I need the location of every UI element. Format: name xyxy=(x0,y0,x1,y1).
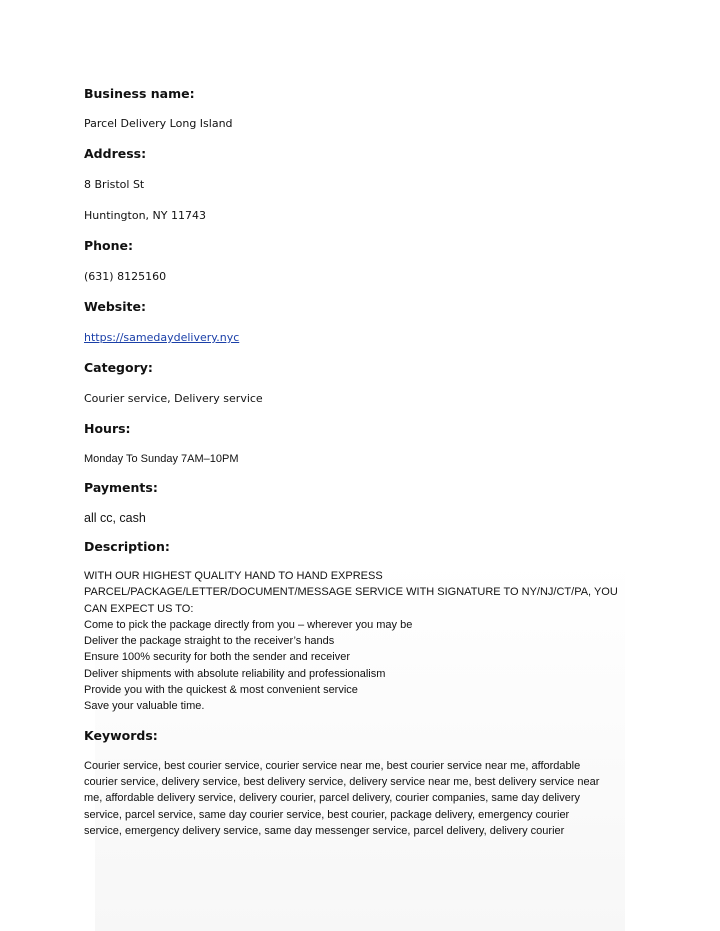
keywords-line: service, parcel service, same day courier service, best courier, package delivery, emergency courier xyxy=(84,808,570,821)
business-name-label: Business name: xyxy=(84,86,195,101)
website-line xyxy=(84,330,644,346)
description-line: Ensure 100% security for both the sender and receiver xyxy=(84,651,350,664)
category-label: Category: xyxy=(84,360,153,375)
description-line: CAN EXPECT US TO: xyxy=(84,602,194,615)
address-label: Address: xyxy=(84,146,147,161)
hours-label: Hours: xyxy=(84,421,131,436)
keywords-text xyxy=(84,758,644,839)
keywords-label: Keywords: xyxy=(84,727,158,743)
payments-label: Payments: xyxy=(84,480,158,495)
phone-label: Phone: xyxy=(84,238,134,253)
keywords-line: service, emergency delivery service, same day messenger service, parcel delivery, delivery courier xyxy=(84,824,565,837)
description-line: WITH OUR HIGHEST QUALITY HAND TO HAND EXPRESS xyxy=(84,570,383,582)
hours-value: Monday To Sunday 7AM–10PM xyxy=(84,453,239,465)
description-line: Deliver the package straight to the receiver’s hands xyxy=(84,635,335,648)
listing-content xyxy=(84,84,644,839)
keywords-line: courier service, delivery service, best delivery service, delivery service near me, best delivery service near xyxy=(84,775,600,788)
description-text xyxy=(84,568,644,715)
address-line2: Huntington, NY 11743 xyxy=(84,209,206,222)
keywords-line: Courier service, best courier service, courier service near me, best courier service near me, affordable xyxy=(84,759,581,772)
description-label: Description: xyxy=(84,539,170,554)
website-link[interactable]: https://samedaydelivery.nyc xyxy=(84,331,240,344)
keywords-line: me, affordable delivery service, delivery courier, parcel delivery, courier companies, same day delivery xyxy=(84,792,581,805)
description-line: PARCEL/PACKAGE/LETTER/DOCUMENT/MESSAGE SERVICE WITH SIGNATURE TO NY/NJ/CT/PA, YOU xyxy=(84,586,618,599)
address-line1: 8 Bristol St xyxy=(84,178,145,191)
description-line: Save your valuable time. xyxy=(84,700,205,713)
payments-value: all cc, cash xyxy=(84,511,146,525)
description-line: Deliver shipments with absolute reliability and professionalism xyxy=(84,667,386,680)
description-line: Provide you with the quickest & most convenient service xyxy=(84,684,358,697)
description-line: Come to pick the package directly from you – wherever you may be xyxy=(84,618,413,631)
category-value: Courier service, Delivery service xyxy=(84,392,263,405)
website-label: Website: xyxy=(84,299,146,314)
phone-value: (631) 8125160 xyxy=(84,270,167,283)
business-name-value: Parcel Delivery Long Island xyxy=(84,117,233,130)
